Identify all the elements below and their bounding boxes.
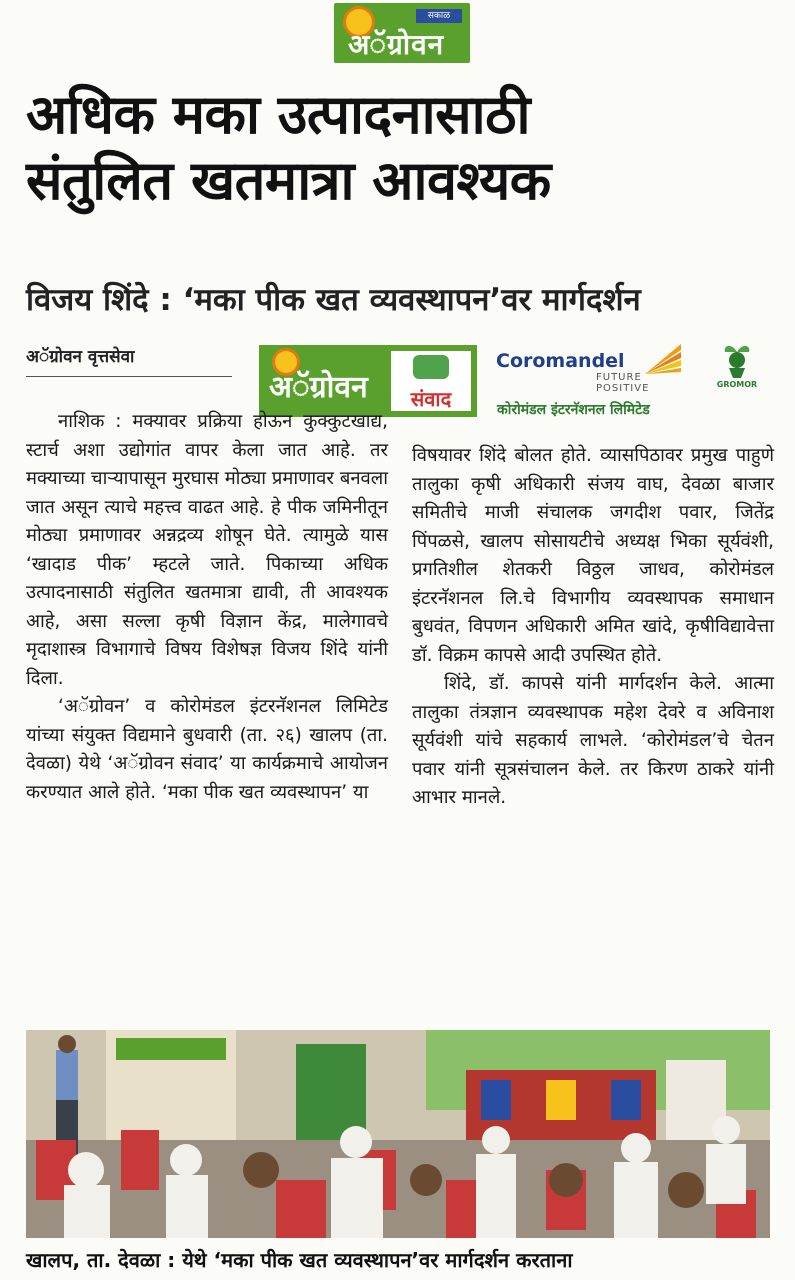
article-paragraph: विषयावर शिंदे बोलत होते. व्यासपिठावर प्रमुख पाहुणे तालुका कृषी अधिकारी संजय वाघ, देवळा बाजार समितीचे माजी संचालक जगदीश पवार, जितेंद्र पिंपळसे, खालप सोसायटीचे अध्यक्ष भिका सूर्यवंशी, प्रगतिशील शेतकरी विठ्ठल जाधव, कोरोमंडल इंटरनॅशनल लि.चे विभागीय व्यवस्थापक समाधान बुधवंत, विपणन अधिकारी अमित खांदे, कृषीविद्यावेत्ता डॉ. विक्रम कापसे आदी उपस्थित होते. [412, 445, 774, 666]
masthead-logo [334, 3, 470, 63]
gromor-label: GROMOR [716, 380, 758, 389]
article-column-left [26, 408, 388, 807]
agrowon-samvad-logo [259, 345, 477, 417]
byline: अॅग्रोवन वृत्तसेवा [26, 347, 135, 367]
coromandel-name: Coromandel [496, 350, 625, 372]
article-column-right [412, 442, 774, 813]
coromandel-marathi-name: कोरोमंडल इंटरनॅशनल लिमिटेड [497, 402, 650, 418]
headline-line2: संतुलित खतमात्रा आवश्यक [26, 149, 551, 212]
coromandel-fan-icon [641, 342, 683, 376]
event-photo-illustration [26, 1030, 770, 1238]
coromandel-tagline: FUTURE POSITIVE [596, 372, 650, 394]
subheadline: विजय शिंदे : ‘मका पीक खत व्यवस्थापन’वर मार्गदर्शन [26, 282, 641, 318]
article-paragraph: ‘अॅग्रोवन’ व कोरोमंडल इंटरनॅशनल लिमिटेड यांच्या संयुक्त विद्यमाने बुधवारी (ता. २६) खालप (ता. देवळा) येथे ‘अॅग्रोवन संवाद’ या कार्यक्रमाचे आयोजन करण्यात आले होते. ‘मका पीक खत व्यवस्थापन’ या [26, 696, 388, 803]
masthead-tag: सकाळ [416, 9, 462, 23]
samvad-badge [391, 351, 471, 411]
article-paragraph: नाशिक : मक्यावर प्रक्रिया होऊन कुक्कुटखाद्य, स्टार्च अशा उद्योगांत वापर केला जात आहे. तर मक्याच्या चाऱ्यापासून मुरघास मोठ्या प्रमाणावर बनवला जात असून त्याचे महत्त्व वाढत आहे. हे पीक जमिनीतून मोठ्या प्रमाणावर अन्नद्रव्य शोषून घेते. त्यामुळे यास ‘खादाड पीक’ म्हटले जाते. पिकाच्या अधिक उत्पादनासाठी संतुलित खतमात्रा द्यावी, ती आवश्यक आहे, असा सल्ला कृषी विज्ञान केंद्र, मालेगावचे मृदाशास्त्र विभागाचे विषय विशेषज्ञ विजय शिंदे यांनी दिला. [26, 411, 388, 689]
gromor-plant-icon [713, 340, 761, 380]
event-photo [26, 1030, 770, 1238]
sponsor-brand: अॅग्रोवन [269, 370, 368, 405]
headline [26, 82, 776, 214]
chat-bubble-icon [413, 355, 449, 379]
article-paragraph: शिंदे, डॉ. कापसे यांनी मार्गदर्शन केले. आत्मा तालुका तंत्रज्ञान व्यवस्थापक महेश देवरे व अविनाश सूर्यवंशी यांचे सहकार्य लाभले. ‘कोरोमंडल’चे चेतन पवार यांनी सूत्रसंचालन केले. तर किरण ठाकरे यांनी आभार मानले. [412, 673, 774, 808]
headline-line1: अधिक मका उत्पादनासाठी [26, 83, 530, 146]
coromandel-logo [496, 350, 696, 394]
samvad-label: संवाद [410, 387, 452, 411]
gromor-logo [713, 340, 761, 390]
byline-divider [26, 376, 232, 377]
photo-caption: खालप, ता. देवळा : येथे ‘मका पीक खत व्यवस्थापन’वर मार्गदर्शन करताना [26, 1248, 573, 1272]
masthead-brand: अॅग्रोवन [348, 28, 445, 61]
